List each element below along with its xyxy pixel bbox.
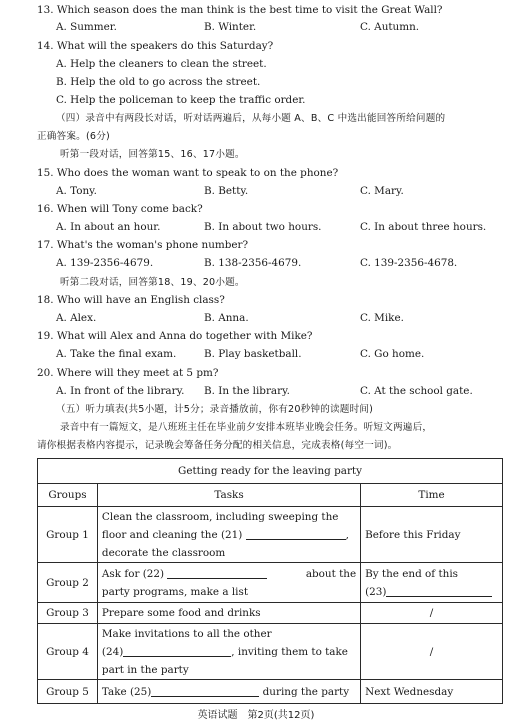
table-row <box>38 603 503 624</box>
about-the-text: about the <box>305 567 357 580</box>
q13-option-b: B. Winter. <box>204 21 257 33</box>
group-1-task-line1: Clean the classroom, including sweeping the <box>101 510 339 523</box>
group-3-task: Prepare some food and drinks <box>97 603 360 624</box>
group-2-task-line2: party programs, make a list <box>101 585 249 598</box>
q13-option-a: A. Summer. <box>56 21 117 33</box>
section4-instruction-cont: 正确答案。(6分) <box>37 131 110 142</box>
section5-passage-note: 录音中有一篇短文，是八班班主任在毕业前夕安排本班毕业晚会任务。听短文两遍后， <box>60 422 433 433</box>
comma: , <box>345 528 349 541</box>
table-row <box>38 624 503 680</box>
group-3-label: Group 3 <box>38 603 98 624</box>
dialog2-instruction: 听第二段对话，回答第18、19、20小题。 <box>60 277 245 288</box>
blank-25-label: Take (25) <box>101 685 152 698</box>
group-2-time-line2 <box>365 583 498 601</box>
group-1-task <box>97 507 360 563</box>
q13-stem: 13. Which season does the man think is the best time to visit the Great Wall? <box>37 4 443 16</box>
q17-option-a: A. 139-2356-4679. <box>56 257 154 269</box>
group-4-task-line2 <box>102 643 356 661</box>
dialog1-instruction: 听第一段对话，回答第15、16、17小题。 <box>60 149 245 160</box>
group-2-label: Group 2 <box>38 563 98 603</box>
group-1-label: Group 1 <box>38 507 98 563</box>
q15-option-a: A. Tony. <box>56 185 97 197</box>
blank-24-label: (24) <box>101 645 124 658</box>
q18-stem: 18. Who will have an English class? <box>37 294 225 306</box>
table-row <box>38 507 503 563</box>
group-4-task-line1: Make invitations to all the other <box>101 627 272 640</box>
group-5-label: Group 5 <box>38 680 98 704</box>
group-2-time <box>361 563 503 603</box>
section5-instruction: （五）听力填表(共5小题，计5分；录音播放前，你有20秒钟的读题时间) <box>56 404 374 415</box>
q15-option-b: B. Betty. <box>204 185 249 197</box>
q17-option-c: C. 139-2356-4678. <box>360 257 458 269</box>
q14-option-b: B. Help the old to go across the street. <box>56 76 261 88</box>
blank-23[interactable] <box>386 584 492 597</box>
blank-24[interactable] <box>123 644 231 657</box>
q14-option-a: A. Help the cleaners to clean the street. <box>56 58 267 70</box>
q19-stem: 19. What will Alex and Anna do together with Mike? <box>37 330 313 342</box>
inviting-text: , inviting them to take <box>231 645 348 658</box>
q20-option-b: B. In the library. <box>204 385 290 397</box>
group-4-label: Group 4 <box>38 624 98 680</box>
q15-option-c: C. Mary. <box>360 185 404 197</box>
page-footer: 英语试题 第2页(共12页) <box>197 710 315 721</box>
q19-option-a: A. Take the final exam. <box>56 348 177 360</box>
group-1-task-line3: decorate the classroom <box>101 546 226 559</box>
blank-22-label: Ask for (22) <box>101 567 165 580</box>
q14-option-c: C. Help the policeman to keep the traffic order. <box>56 94 306 106</box>
group-5-task <box>97 680 360 704</box>
q20-option-c: C. At the school gate. <box>360 385 473 397</box>
group-1-task-line2 <box>102 526 356 544</box>
table-title-row <box>38 459 503 484</box>
q18-option-c: C. Mike. <box>360 312 404 324</box>
header-time: Time <box>361 484 503 507</box>
blank-21-label: floor and cleaning the (21) <box>101 528 243 541</box>
q18-option-a: A. Alex. <box>56 312 97 324</box>
q16-stem: 16. When will Tony come back? <box>37 203 203 215</box>
group-2-task-line1 <box>102 565 356 583</box>
group-4-task <box>97 624 360 680</box>
group-4-task-line3: part in the party <box>101 663 189 676</box>
group-3-time: / <box>361 603 503 624</box>
q18-option-b: B. Anna. <box>204 312 249 324</box>
q16-option-c: C. In about three hours. <box>360 221 487 233</box>
group-5-time: Next Wednesday <box>361 680 503 704</box>
q16-option-b: B. In about two hours. <box>204 221 322 233</box>
group-2-time-line1: By the end of this <box>365 567 458 580</box>
during-party-text: during the party <box>262 685 350 698</box>
q19-option-c: C. Go home. <box>360 348 425 360</box>
q17-option-b: B. 138-2356-4679. <box>204 257 302 269</box>
blank-22[interactable] <box>167 566 267 579</box>
q15-stem: 15. Who does the woman want to speak to on the phone? <box>37 167 339 179</box>
q20-stem: 20. Where will they meet at 5 pm? <box>37 367 219 379</box>
section5-passage-note-cont: 请你根据表格内容提示，记录晚会筹备任务分配的相关信息，完成表格(每空一词)。 <box>37 440 398 451</box>
party-task-table <box>37 458 503 704</box>
q14-stem: 14. What will the speakers do this Saturday? <box>37 40 274 52</box>
table-row <box>38 563 503 603</box>
q19-option-b: B. Play basketball. <box>204 348 302 360</box>
q20-option-a: A. In front of the library. <box>56 385 185 397</box>
header-groups: Groups <box>38 484 98 507</box>
table-header-row <box>38 484 503 507</box>
blank-25[interactable] <box>151 684 259 697</box>
q16-option-a: A. In about an hour. <box>56 221 161 233</box>
header-tasks: Tasks <box>97 484 360 507</box>
group-2-task <box>97 563 360 603</box>
q13-option-c: C. Autumn. <box>360 21 420 33</box>
blank-21[interactable] <box>246 527 346 540</box>
section4-instruction: （四）录音中有两段长对话，听对话两遍后，从每小题 A、B、C 中选出能回答所给问题的 <box>56 113 446 124</box>
table-title: Getting ready for the leaving party <box>38 459 503 484</box>
blank-23-label: (23) <box>365 585 387 598</box>
table-row <box>38 680 503 704</box>
group-4-time: / <box>361 624 503 680</box>
q17-stem: 17. What's the woman's phone number? <box>37 239 249 251</box>
group-1-time: Before this Friday <box>361 507 503 563</box>
